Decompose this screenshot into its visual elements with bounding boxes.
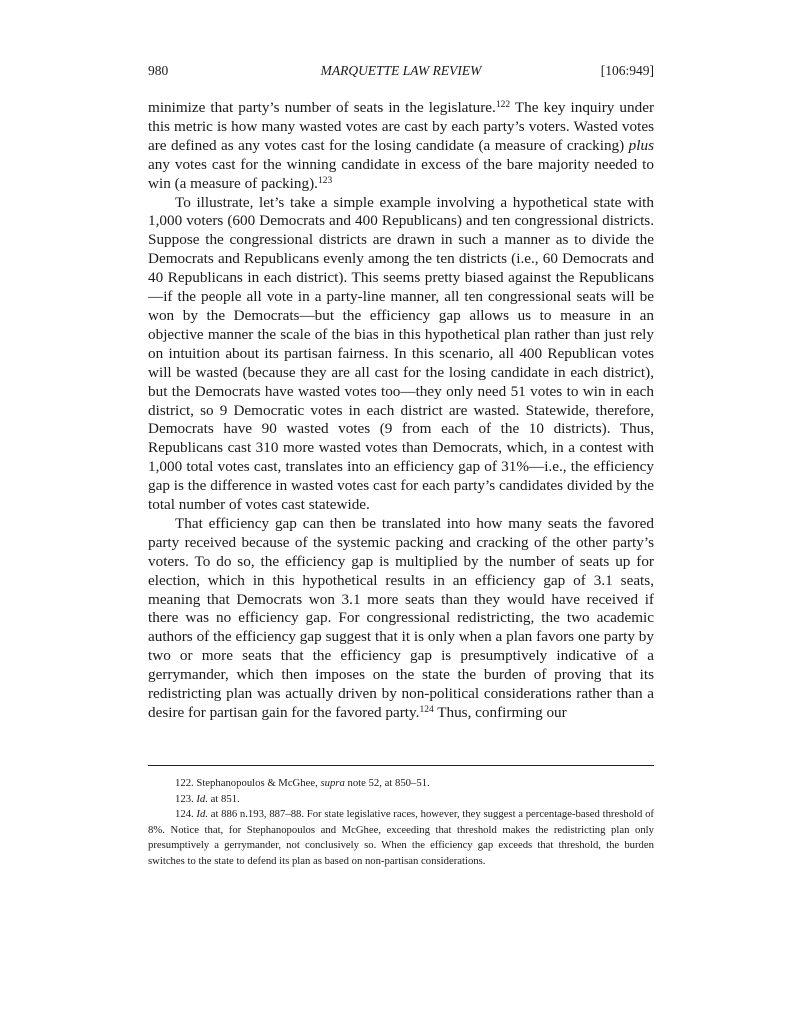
footnote-text: note 52, at 850–51. (344, 777, 430, 789)
paragraph-text: That efficiency gap can then be translated into how many seats the favored party received because of the systemic packing and cracking of the other party’s voters. To do so, the efficiency gap is multiplied by the number of seats up for election, which in this hypothetical results in an efficiency gap of 3.1 seats, meaning that Democrats won 3.1 more seats than they would have received if there was no efficiency gap. For congressional redistricting, the two academic authors of the efficiency gap suggest that it is only when a plan favors one party by two or more seats that the efficiency gap is presumptively indicative of a gerrymander, which then imposes on the state the burden of proving that its redistricting plan was actually driven by non-political considerations rather than a desire for partisan gain for the favored party. (148, 514, 654, 721)
paragraph-2: To illustrate, let’s take a simple example involving a hypothetical state with 1,000 voters (600 Democrats and 400 Republicans) and ten congressional districts. Suppose the congressional districts are drawn in such a manner as to divide the Democrats and Republicans evenly among the ten districts (i.e., 60 Democrats and 40 Republicans in each district). This seems pretty biased against the Republicans—if the people all vote in a party-line manner, all ten congressional seats will be won by the Democrats—but the efficiency gap allows us to measure in an objective manner the scale of the bias in this hypothetical plan rather than just rely on intuition about its partisan fairness. In this scenario, all 400 Republican votes will be wasted (because they are all cast for the losing candidate in each district), but the Democrats have wasted votes too—they only need 51 votes to win in each district, so 9 Democratic votes in each district are wasted. Statewide, therefore, Democrats have 90 wasted votes (9 from each of the 10 districts). Thus, Republicans cast 310 more wasted votes than Democrats, which, in a contest with 1,000 total votes cast, translates into an efficiency gap of 31%—i.e., the efficiency gap is the difference in wasted votes cast for each party’s candidates divided by the total number of votes cast statewide. (148, 193, 654, 514)
paragraph-3 (148, 515, 654, 723)
footnote-text: Stephanopoulos & McGhee, (196, 777, 321, 789)
journal-title: MARQUETTE LAW REVIEW (320, 63, 482, 78)
footnote-text: at 851. (207, 792, 240, 805)
paragraph-text: any votes cast for the winning candidate in excess of the bare majority needed to win (a measure of packing). (148, 155, 654, 192)
footnote-ref-124[interactable]: 124 (419, 705, 434, 715)
running-header (148, 63, 654, 81)
paragraph-text: Thus, confirming our (433, 704, 567, 721)
footnote-123 (148, 792, 654, 808)
footnote-122 (148, 776, 654, 792)
page-number: 980 (148, 63, 169, 78)
footnote-number: 124. (175, 808, 194, 820)
emphasis-id: Id. (196, 792, 208, 805)
body-text (148, 99, 654, 723)
footnotes (148, 776, 654, 869)
paragraph-text: The key inquiry under this metric is how many wasted votes are cast by each party’s voters. Wasted votes are defined as any votes cast for the losing candidate (a measure of cracking) (148, 99, 654, 154)
footnote-number: 123. (175, 792, 194, 805)
volume-citation: [106:949] (600, 63, 654, 78)
footnote-number: 122. (175, 777, 194, 789)
footnote-text: at 886 n.193, 887–88. For state legislative races, however, they suggest a percentage-based threshold of 8%. Notice that, for Stephanopoulos and McGhee, exceeding that threshold makes the redistricting plan only presumptively a gerrymander, not conclusively so. When the efficiency gap exceeds that threshold, the burden switches to the state to defend its plan as based on non-partisan considerations. (148, 808, 654, 867)
footnote-124 (148, 807, 654, 869)
paragraph-1 (148, 99, 654, 194)
footnote-ref-123[interactable]: 123 (317, 175, 333, 186)
emphasis-supra: supra (320, 777, 345, 789)
footnote-divider (148, 765, 654, 766)
emphasis-id: Id. (196, 808, 208, 820)
emphasis-plus: plus (628, 136, 654, 154)
footnote-ref-122[interactable]: 122 (495, 100, 511, 110)
paragraph-text: minimize that party’s number of seats in the legislature. (148, 99, 496, 116)
